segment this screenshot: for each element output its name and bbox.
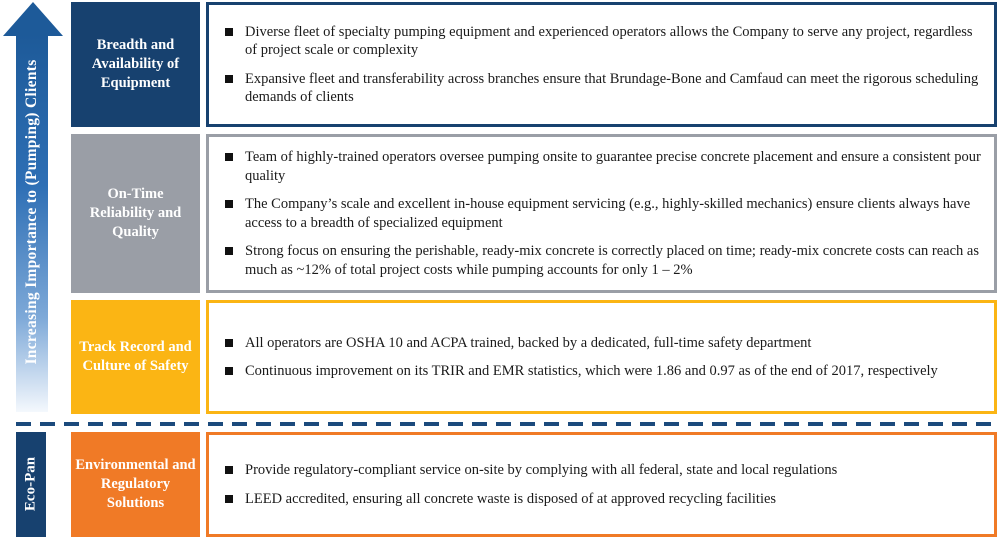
square-bullet-icon [225,75,233,83]
square-bullet-icon [225,247,233,255]
list-item [221,362,982,381]
bullet-text: LEED accredited, ensuring all concrete waste is disposed of at approved recycling facilities [245,490,777,507]
bullet-text: Continuous improvement on its TRIR and EMR statistics, which were 1.86 and 0.97 as of the end of 2017, respectively [245,363,938,379]
square-bullet-icon [225,200,233,208]
arrow-label: Increasing Importance to (Pumping) Clients [23,59,40,365]
list-item [221,23,982,60]
list-item [221,148,982,185]
category-environmental: Environmental and Regulatory Solutions [71,432,200,537]
bullet-text: Expansive fleet and transferability across branches ensure that Brundage-Bone and Camfaud can meet the rigorous scheduling demands of clients [245,70,979,105]
list-item [221,334,982,353]
content-box-breadth-availability [206,2,997,127]
content-box-safety [206,300,997,414]
category-breadth-availability: Breadth and Availability of Equipment [71,2,200,127]
importance-arrow [3,2,63,412]
arrow-up-icon [3,2,63,36]
list-item [221,242,982,279]
square-bullet-icon [225,367,233,375]
bullet-text: Diverse fleet of specialty pumping equipment and experienced operators allows the Company to serve any project, regardless of project scale or complexity [245,23,973,58]
square-bullet-icon [225,339,233,347]
list-item [221,70,982,107]
list-item [221,195,982,232]
category-reliability-quality: On-Time Reliability and Quality [71,134,200,293]
bullet-text: The Company’s scale and excellent in-house equipment servicing (e.g., highly-skilled mechanics) ensure clients always have access to a breadth of specialized equipment [245,196,971,231]
square-bullet-icon [225,495,233,503]
bullet-text: Team of highly-trained operators oversee pumping onsite to guarantee precise concrete placement and ensure a consistent pour quality [245,149,981,184]
bullet-text: All operators are OSHA 10 and ACPA trained, backed by a dedicated, full-time safety department [245,334,812,351]
square-bullet-icon [225,466,233,474]
dashed-divider [16,422,1000,426]
ecopan-tag [16,432,46,537]
content-box-reliability-quality [206,134,997,293]
bullet-text: Provide regulatory-compliant service on-site by complying with all federal, state and local regulations [245,462,838,478]
content-box-environmental [206,432,997,537]
ecopan-label: Eco-Pan [22,456,39,512]
list-item [221,490,982,509]
category-safety: Track Record and Culture of Safety [71,300,200,414]
list-item [221,461,982,480]
square-bullet-icon [225,153,233,161]
bullet-text: Strong focus on ensuring the perishable, ready-mix concrete is correctly placed on time; ready-mix concrete costs can reach as much as ~12% of total project costs while pumping accounts for only 1 – 2% [245,243,979,278]
square-bullet-icon [225,28,233,36]
